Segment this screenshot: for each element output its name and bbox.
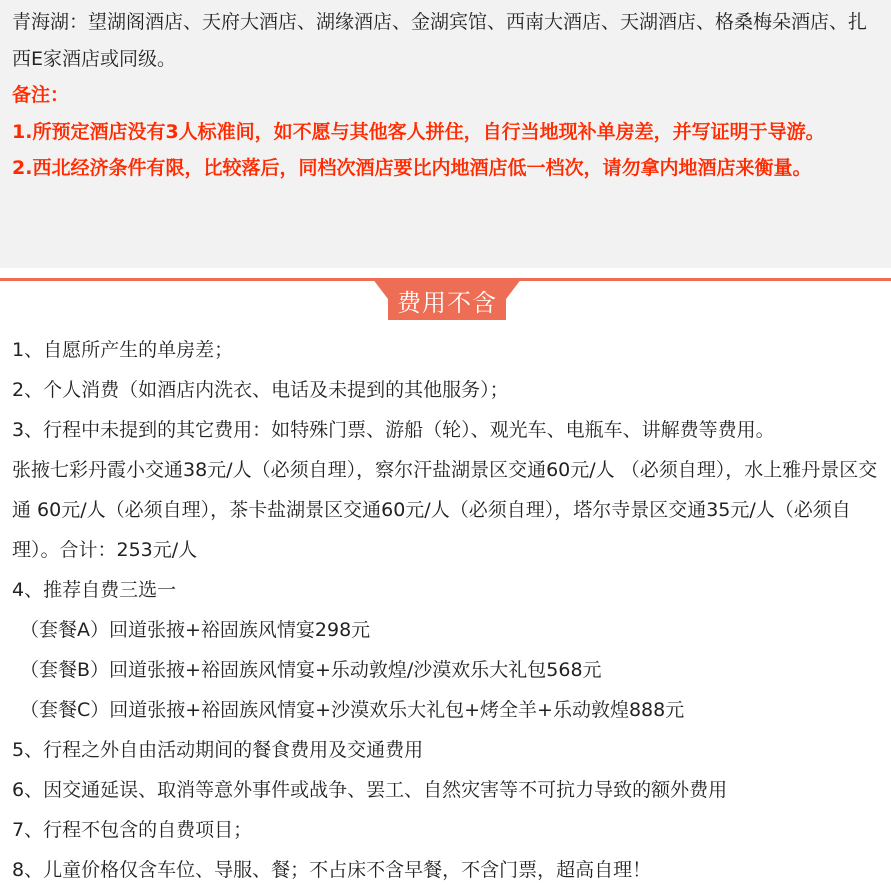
note-item-2: 2.西北经济条件有限，比较落后，同档次酒店要比内地酒店低一档次，请勿拿内地酒店来衡量。 — [12, 157, 812, 179]
list-item: 8、儿童价格仅含车位、导服、餐；不占床不含早餐，不含门票，超高自理！ — [12, 859, 652, 881]
note-item-1: 1.所预定酒店没有3人标准间，如不愿与其他客人拼住，自行当地现补单房差，并写证明于导游。 — [12, 120, 825, 143]
section-title-tab — [372, 278, 522, 320]
package-option-b: （套餐B）回道张掖+裕固族风情宴+乐动敦煌/沙漠欢乐大礼包568元 — [20, 659, 602, 681]
section-header-excluded-costs — [0, 278, 891, 324]
list-item: 7、行程不包含的自费项目； — [12, 819, 253, 841]
list-item: 3、行程中未提到的其它费用：如特殊门票、游船（轮）、观光车、电瓶车、讲解费等费用。 — [12, 419, 775, 441]
excluded-costs-list — [0, 324, 891, 890]
package-option-a: （套餐A）回道张掖+裕固族风情宴298元 — [20, 619, 371, 641]
hotel-info-panel — [0, 0, 891, 268]
list-item: 5、行程之外自由活动期间的餐食费用及交通费用 — [12, 739, 424, 761]
list-item: 6、因交通延误、取消等意外事件或战争、罢工、自然灾害等不可抗力导致的额外费用 — [12, 779, 728, 801]
list-item: 4、推荐自费三选一 — [12, 579, 177, 601]
list-item: 1、自愿所产生的单房差； — [12, 339, 234, 361]
list-item: 张掖七彩丹霞小交通38元/人（必须自理），察尔汗盐湖景区交通60元/人 （必须自理），水上雅丹景区交通 60元/人（必须自理），茶卡盐湖景区交通60元/人（必须自理），塔尔寺景区交通35元/人（必须自理）。合计：253元/人 — [12, 459, 878, 561]
notes-title: 备注： — [12, 84, 70, 106]
list-item: 2、个人消费（如酒店内洗衣、电话及未提到的其他服务）； — [12, 379, 509, 401]
section-title: 费用不含 — [397, 289, 497, 317]
package-option-c: （套餐C）回道张掖+裕固族风情宴+沙漠欢乐大礼包+烤全羊+乐动敦煌888元 — [20, 699, 685, 721]
notes-block — [12, 77, 879, 187]
hotel-list-text: 青海湖：望湖阁酒店、天府大酒店、湖缘酒店、金湖宾馆、西南大酒店、天湖酒店、格桑梅朵酒店、扎西E家酒店或同级。 — [12, 11, 868, 70]
